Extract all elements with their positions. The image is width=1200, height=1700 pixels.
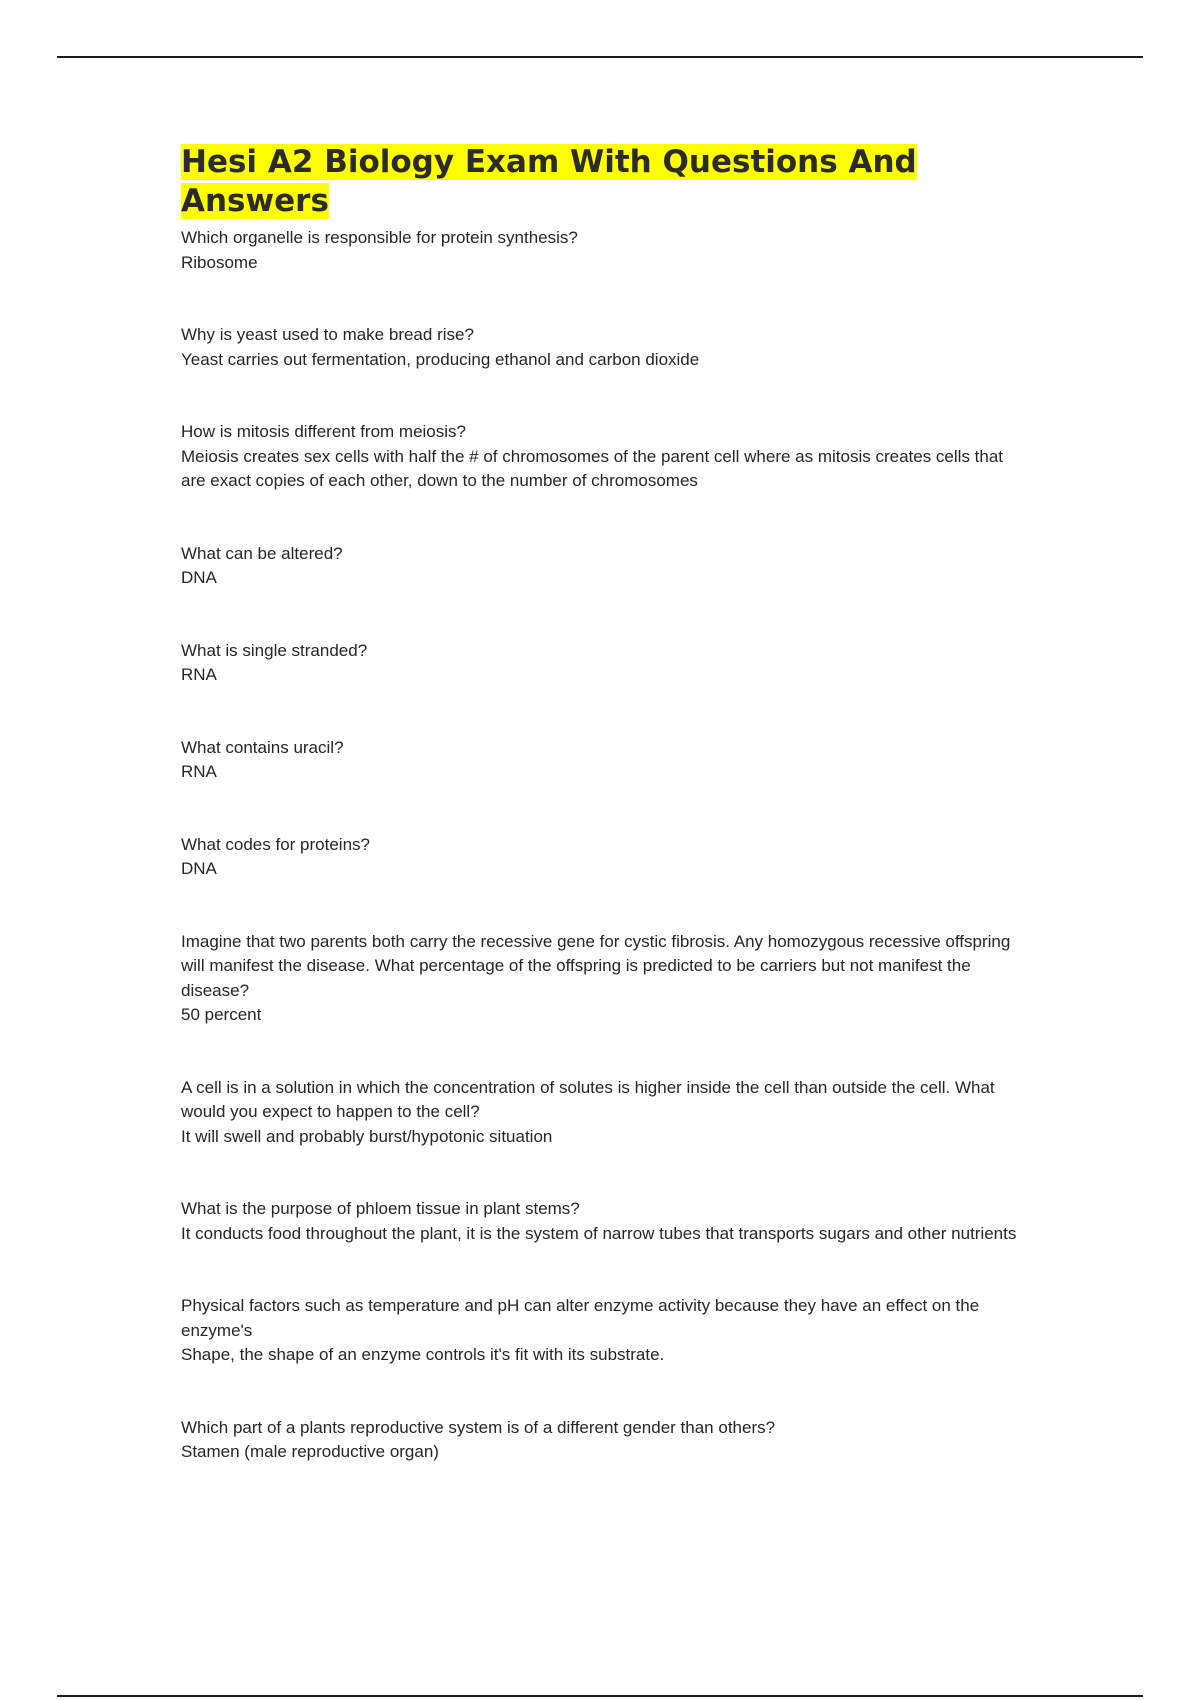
question-text: What contains uracil? (181, 737, 344, 757)
answer-text: RNA (181, 762, 217, 781)
question-text: What can be altered? (181, 543, 343, 563)
answer-text: Stamen (male reproductive organ) (181, 1442, 439, 1461)
qa-item (181, 1294, 1026, 1368)
answer-text: Meiosis creates sex cells with half the # of chromosomes of the parent cell where as mitosis creates cells that are exact copies of each other, down to the number of chromosomes (181, 446, 1004, 490)
qa-item (181, 639, 1026, 688)
qa-item (181, 833, 1026, 882)
page-top-rule (57, 56, 1143, 58)
qa-item (181, 420, 1026, 494)
question-text: Why is yeast used to make bread rise? (181, 325, 474, 344)
question-text: How is mitosis different from meiosis? (181, 422, 466, 441)
question-text: Imagine that two parents both carry the recessive gene for cystic fibrosis. Any homozygous recessive offspring will manifest the disease. What percentage of the offspring is predicted to be carriers but not manifest the disease? (181, 931, 1011, 1000)
question-text: A cell is in a solution in which the concentration of solutes is higher inside the cell than outside the cell. What would you expect to happen to the cell? (181, 1077, 995, 1121)
answer-text: RNA (181, 665, 217, 684)
answer-text: DNA (181, 859, 217, 878)
question-text: Which organelle is responsible for protein synthesis? (181, 228, 578, 247)
document-title-highlight: Hesi A2 Biology Exam With Questions And Answers (181, 144, 917, 219)
qa-item (181, 1076, 1026, 1150)
qa-item (181, 736, 1026, 785)
qa-item (181, 1197, 1026, 1246)
answer-text: Ribosome (181, 252, 258, 272)
qa-item (181, 930, 1026, 1028)
question-text: What is single stranded? (181, 640, 368, 660)
qa-item (181, 226, 1026, 275)
question-text: Physical factors such as temperature and pH can alter enzyme activity because they have an effect on the enzyme's (181, 1296, 980, 1340)
document-title (181, 143, 1026, 221)
qa-item (181, 1416, 1026, 1465)
answer-text: Shape, the shape of an enzyme controls it's fit with its substrate. (181, 1345, 665, 1364)
answer-text: DNA (181, 568, 217, 587)
question-text: Which part of a plants reproductive system is of a different gender than others? (181, 1417, 776, 1437)
answer-text: Yeast carries out fermentation, producing ethanol and carbon dioxide (181, 349, 700, 369)
answer-text: It conducts food throughout the plant, it is the system of narrow tubes that transports sugars and other nutrients (181, 1223, 1017, 1243)
document-body (181, 143, 1026, 1513)
page-bottom-rule (57, 1695, 1143, 1697)
qa-list (181, 226, 1026, 1465)
qa-item (181, 323, 1026, 372)
answer-text: 50 percent (181, 1005, 262, 1024)
qa-item (181, 542, 1026, 591)
answer-text: It will swell and probably burst/hypotonic situation (181, 1126, 553, 1146)
question-text: What codes for proteins? (181, 834, 370, 854)
question-text: What is the purpose of phloem tissue in plant stems? (181, 1199, 580, 1218)
